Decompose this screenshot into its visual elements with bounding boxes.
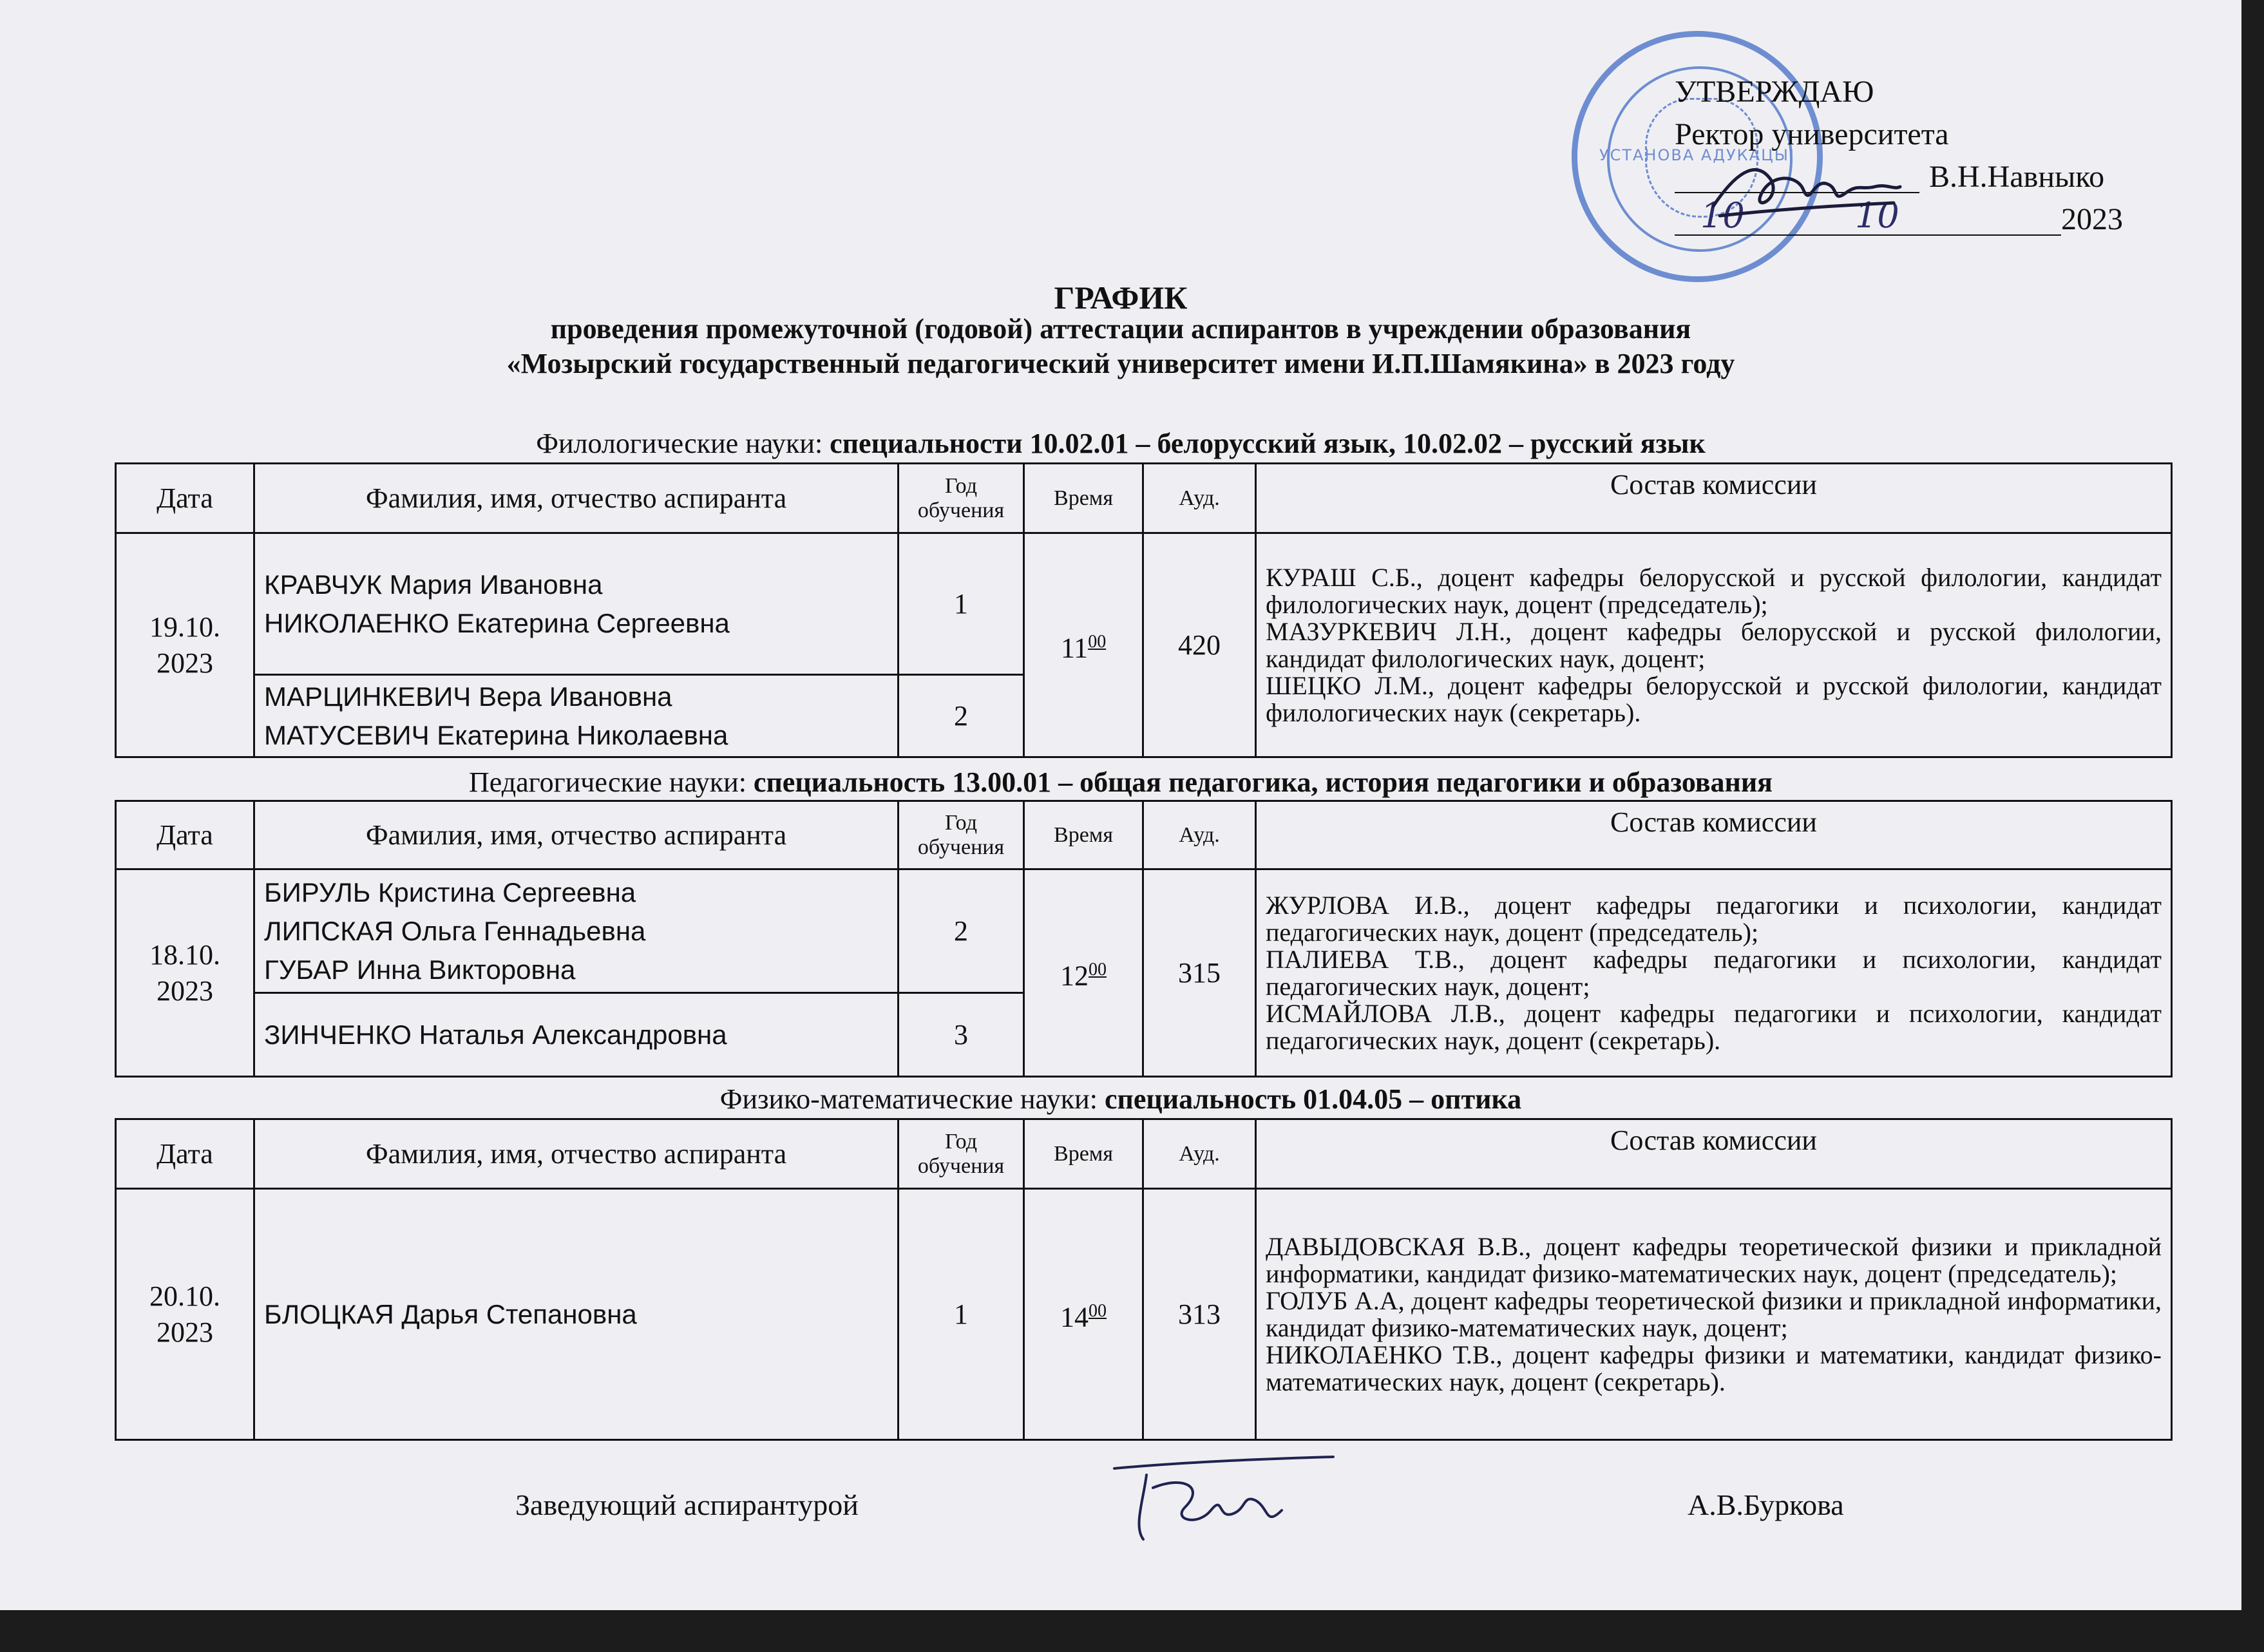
cell-names: КРАВЧУК Мария Ивановна НИКОЛАЕНКО Екатерина Сергеевна [254,533,899,675]
table-row [116,533,2172,675]
col-commission: Состав комиссии [1256,464,2172,533]
cell-year: 2 [899,675,1024,757]
section-heading-physmath [0,1082,2241,1117]
approval-title: УТВЕРЖДАЮ [1675,75,1874,109]
schedule-table-pedagogy [115,800,2173,1078]
rector-signature [1700,155,1907,225]
stamp-text: УСТАНОВА АДУКАЦЫІ [1599,146,1796,164]
cell-names: ЗИНЧЕНКО Наталья Александровна [254,993,899,1077]
table-header-row [116,464,2172,533]
col-commission: Состав комиссии [1256,801,2172,869]
approval-position: Ректор университета [1675,117,1949,151]
cell-commission: ДАВЫДОВСКАЯ В.В., доцент кафедры теоретической физики и прикладной информатики, кандидат физико-математических наук, доцент (председатель); ГОЛУБ А.А, доцент кафедры теоретической физики и прикладной информатики, кандидат физико-математических наук, доцент; НИКОЛАЕНКО Т.В., доцент кафедры физики и математики, кандидат физико-математических наук, доцент (секретарь). [1256,1189,2172,1440]
table-header-row [116,1119,2172,1189]
document-subtitle-2: «Мозырский государственный педагогический университет имени И.П.Шамякина» в 2023 году [506,348,1735,379]
cell-date: 18.10. 2023 [116,869,254,1077]
section-field: Педагогические науки: [469,766,754,798]
col-date: Дата [116,464,254,533]
date-day: 10 [1700,195,1745,236]
section-heading-pedagogy [0,765,2241,800]
schedule-table-philology [115,462,2173,758]
document-title: ГРАФИК [1054,280,1188,316]
cell-date: 20.10. 2023 [116,1189,254,1440]
section-field: Физико-математические науки: [719,1083,1105,1115]
col-room: Ауд. [1143,801,1256,869]
section-specialty: специальность 01.04.05 – оптика [1104,1083,1522,1115]
col-name: Фамилия, имя, отчество аспиранта [254,464,899,533]
col-commission: Состав комиссии [1256,1119,2172,1189]
table-header-row [116,801,2172,869]
footer-position: Заведующий аспирантурой [515,1488,859,1521]
section-heading-philology [0,426,2241,461]
col-year: Год обучения [899,801,1024,869]
section-specialty: специальность 13.00.01 – общая педагогика, история педагогики и образования [753,766,1773,798]
cell-date: 19.10. 2023 [116,533,254,757]
cell-commission: КУРАШ С.Б., доцент кафедры белорусской и русской филологии, кандидат филологических наук, доцент (председатель); МАЗУРКЕВИЧ Л.Н., доцент кафедры белорусской и русской филологии, кандидат филологических наук, доцент; ШЕЦКО Л.М., доцент кафедры белорусской и русской филологии, кандидат филологических наук (секретарь). [1256,533,2172,757]
footer-name: А.В.Буркова [1688,1488,1844,1521]
col-date: Дата [116,1119,254,1189]
rector-name: В.Н.Навныко [1929,160,2105,194]
cell-year: 3 [899,993,1024,1077]
col-year: Год обучения [899,1119,1024,1189]
cell-names: БИРУЛЬ Кристина Сергеевна ЛИПСКАЯ Ольга Геннадьевна ГУБАР Инна Викторовна [254,869,899,993]
table-row [116,869,2172,993]
cell-year: 2 [899,869,1024,993]
table-row [116,1189,2172,1440]
cell-year: 1 [899,1189,1024,1440]
col-name: Фамилия, имя, отчество аспиранта [254,1119,899,1189]
date-month: 10 [1855,195,1899,236]
cell-names: МАРЦИНКЕВИЧ Вера Ивановна МАТУСЕВИЧ Екатерина Николаевна [254,675,899,757]
cell-year: 1 [899,533,1024,675]
col-name: Фамилия, имя, отчество аспиранта [254,801,899,869]
cell-commission: ЖУРЛОВА И.В., доцент кафедры педагогики и психологии, кандидат педагогических наук, доцент (председатель); ПАЛИЕВА Т.В., доцент кафедры педагогики и психологии, кандидат педагогических наук, доцент; ИСМАЙЛОВА Л.В., доцент кафедры педагогики и психологии, кандидат педагогических наук, доцент (секретарь). [1256,869,2172,1077]
date-year: 2023 [2061,202,2123,236]
col-year: Год обучения [899,464,1024,533]
document-subtitle-1: проведения промежуточной (годовой) аттестации аспирантов в учреждении образования [550,313,1691,345]
section-specialty: специальности 10.02.01 – белорусский язык, 10.02.02 – русский язык [830,428,1706,459]
cell-time: $12^{00}$ [1024,869,1143,1077]
col-date: Дата [116,801,254,869]
schedule-table-physmath [115,1118,2173,1441]
cell-time: $14^{00}$ [1024,1189,1143,1440]
cell-time: $11^{00}$ [1024,533,1143,757]
col-room: Ауд. [1143,1119,1256,1189]
col-time: Время [1024,1119,1143,1189]
cell-names: БЛОЦКАЯ Дарья Степановна [254,1189,899,1440]
head-signature [1108,1449,1340,1546]
cell-room: 420 [1143,533,1256,757]
col-time: Время [1024,801,1143,869]
col-time: Время [1024,464,1143,533]
cell-room: 315 [1143,869,1256,1077]
col-room: Ауд. [1143,464,1256,533]
section-field: Филологические науки: [536,428,830,459]
cell-room: 313 [1143,1189,1256,1440]
